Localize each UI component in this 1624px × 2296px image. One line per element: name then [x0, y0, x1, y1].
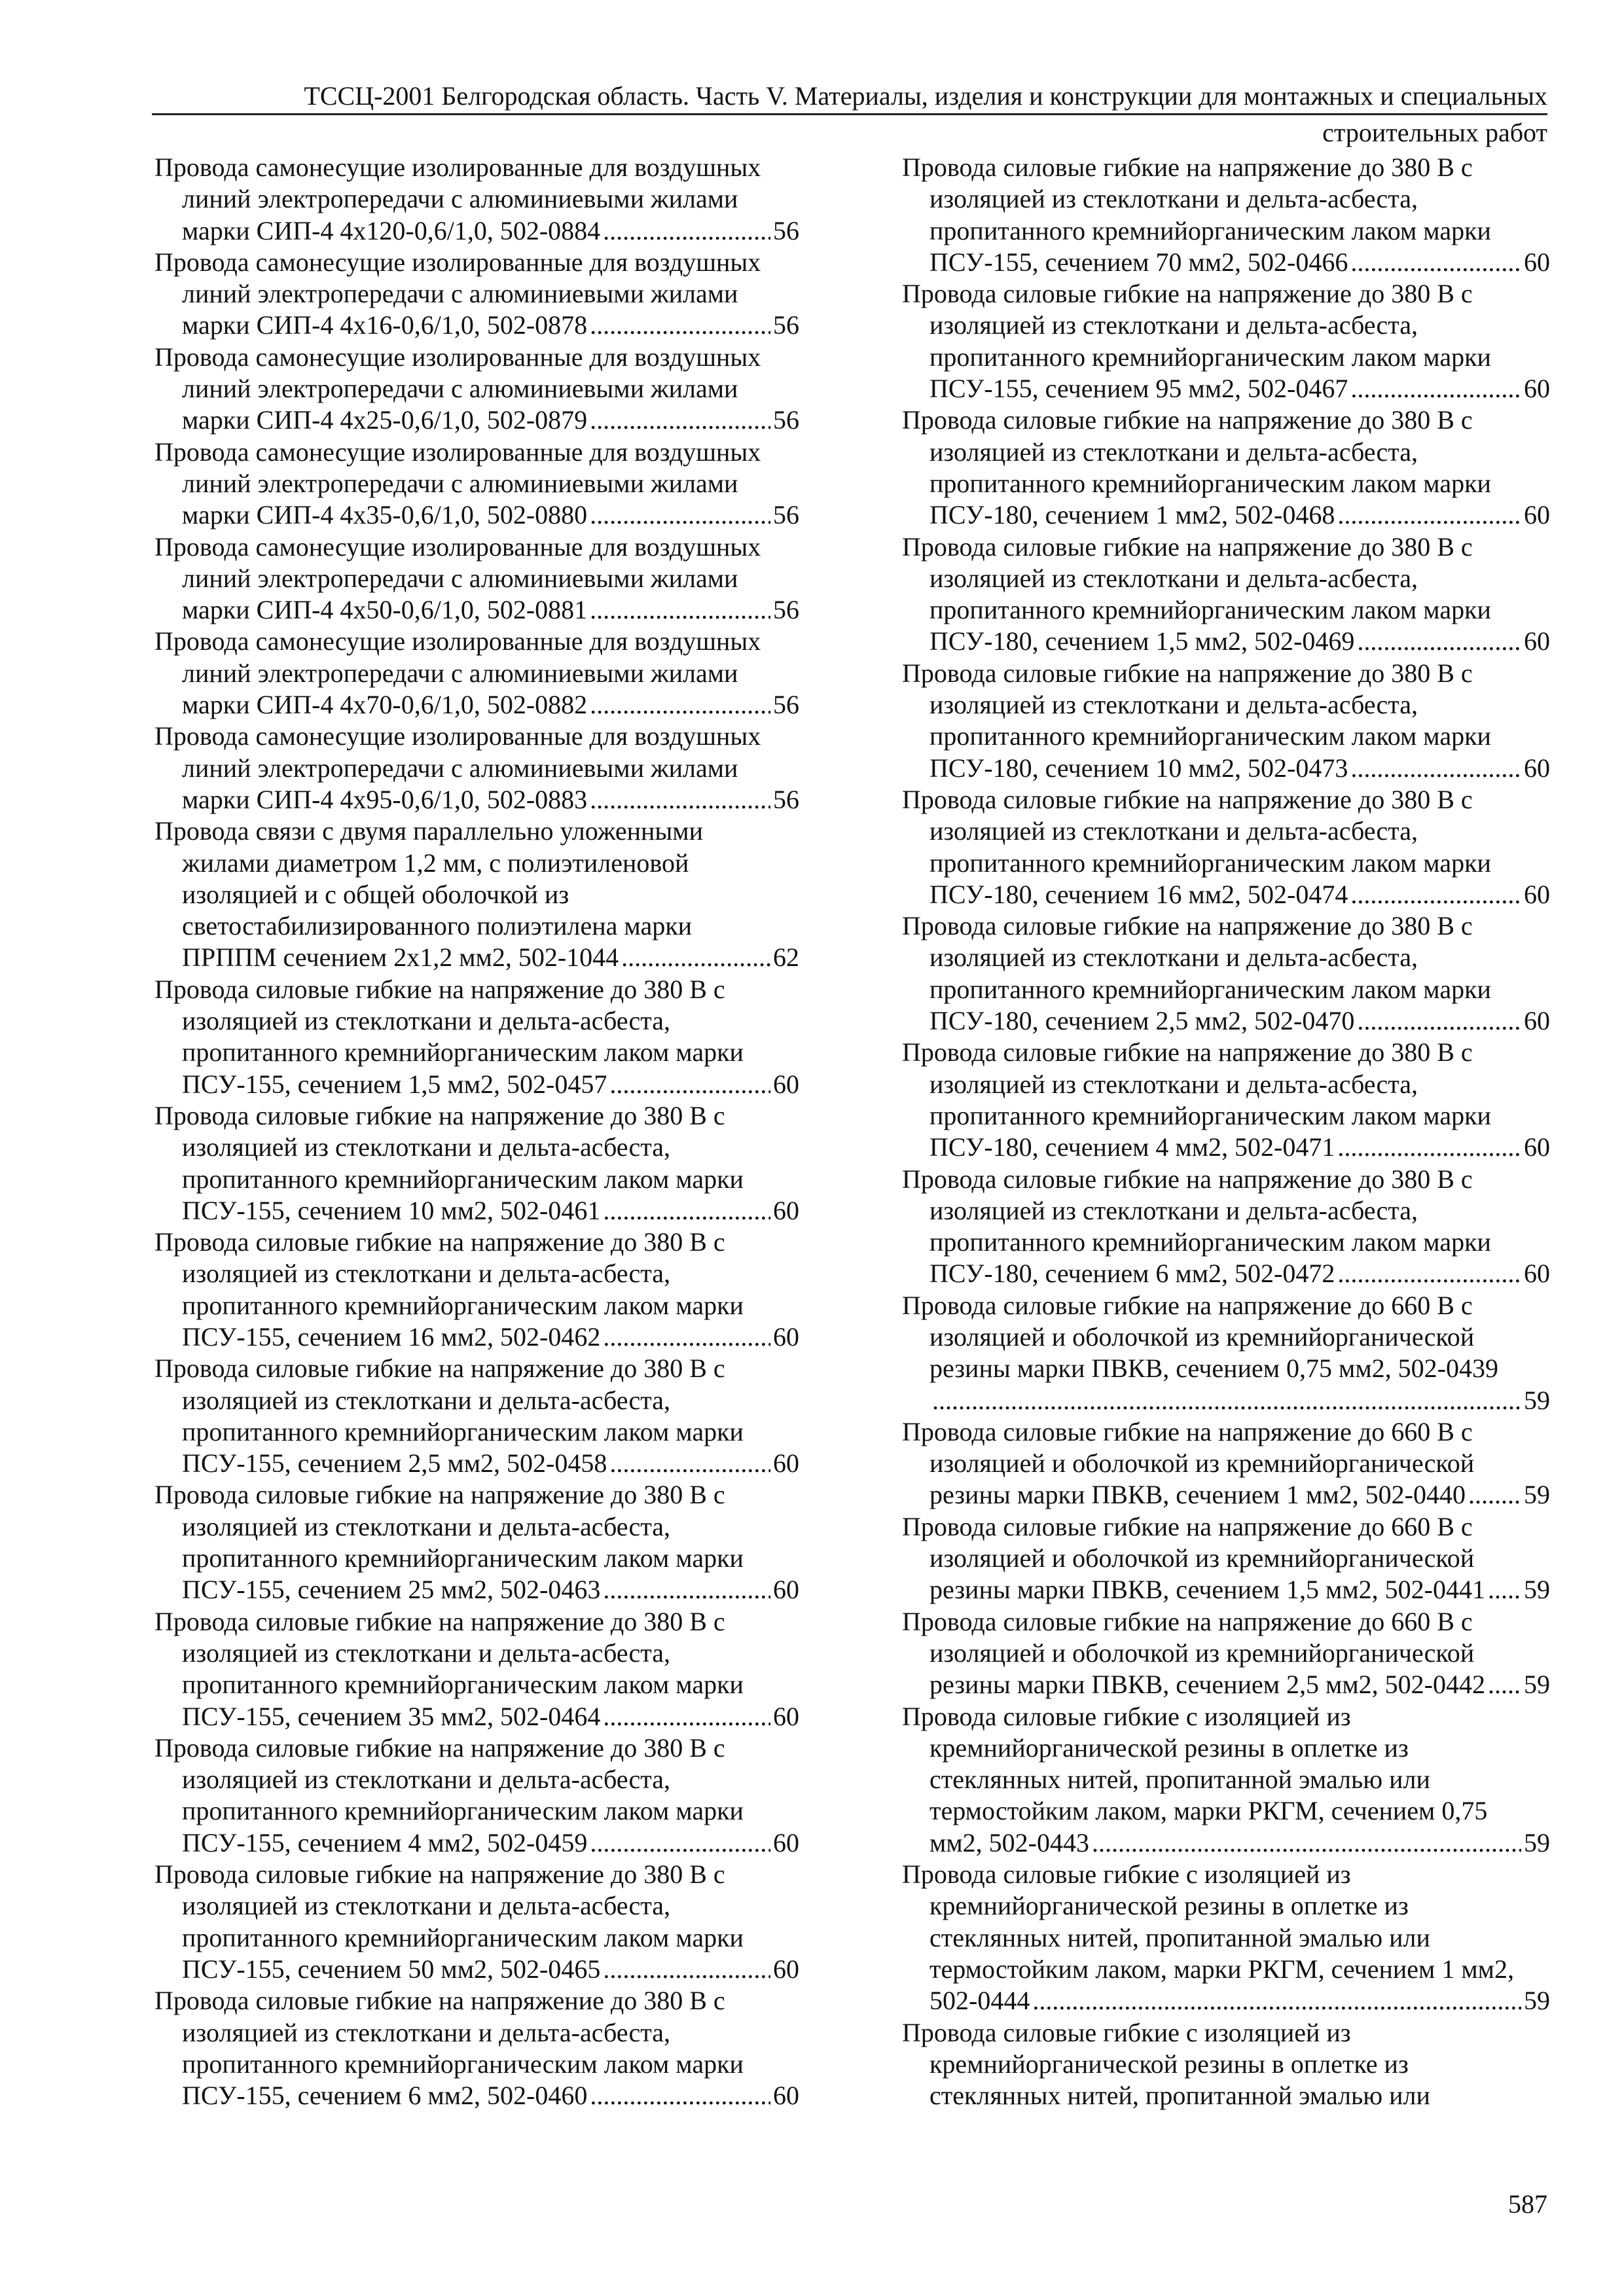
dot-leader — [603, 1954, 770, 1985]
entry-last-text: марки СИП-4 4х70-0,6/1,0, 502-0882 — [182, 690, 588, 720]
index-entry — [902, 1511, 1550, 1606]
entry-last-text: ПСУ-180, сечением 16 мм2, 502-0474 — [929, 879, 1348, 909]
entry-lead-line: Провода самонесущие изолированные для воздушных — [154, 342, 761, 372]
entry-continuation-line: изоляцией из стеклоткани и дельта-асбеста, — [929, 310, 1418, 340]
entry-last-line — [902, 1827, 1550, 1859]
entry-continuation-line: пропитанного кремнийорганическим лаком марки — [182, 1543, 744, 1573]
entry-continuation-line: изоляцией из стеклоткани и дельта-асбеста, — [929, 816, 1418, 846]
entry-last-text: резины марки ПВКВ, сечением 1 мм2, 502-0440 — [929, 1480, 1466, 1510]
dot-leader — [590, 2080, 770, 2111]
entry-continuation-line: изоляцией и оболочкой из кремнийорганической — [929, 1638, 1475, 1668]
entry-continuation-line: изоляцией из стеклоткани и дельта-асбеста, — [929, 942, 1418, 973]
entry-lead-line: Провода силовые гибкие на напряжение до 380 В с — [902, 405, 1473, 435]
entry-last-line — [154, 594, 799, 626]
entry-continuation-line: изоляцией и с общей оболочкой из — [182, 879, 569, 909]
entry-last-line — [154, 1827, 799, 1859]
entry-continuation-line: пропитанного кремнийорганическим лаком марки — [182, 1670, 744, 1700]
dot-leader — [590, 784, 770, 816]
entry-continuation-line: пропитанного кремнийорганическим лаком марки — [182, 2049, 744, 2079]
entry-page-ref: 56 — [773, 215, 799, 245]
entry-last-line — [902, 626, 1550, 657]
entry-page-ref: 60 — [1524, 1132, 1550, 1162]
entry-page-ref: 60 — [773, 2081, 799, 2111]
entry-continuation-line: изоляцией и оболочкой из кремнийорганической — [929, 1543, 1475, 1573]
entry-lead-line: Провода силовые гибкие на напряжение до 380 В с — [154, 1227, 725, 1257]
dot-leader — [1488, 1574, 1521, 1605]
entry-continuation-line: изоляцией из стеклоткани и дельта-асбеста, — [929, 184, 1418, 214]
dot-leader — [603, 1321, 770, 1353]
dot-leader — [609, 1448, 770, 1479]
index-entry — [902, 278, 1550, 404]
dot-leader — [590, 404, 770, 436]
index-column-left — [154, 152, 799, 2111]
entry-last-text: 502-0444 — [929, 1986, 1030, 2016]
entry-continuation-line: пропитанного кремнийорганическим лаком марки — [929, 1227, 1491, 1257]
entry-last-text: ПСУ-155, сечением 4 мм2, 502-0459 — [182, 1827, 588, 1857]
entry-page-ref: 60 — [773, 1448, 799, 1479]
entry-continuation-line: кремнийорганической резины в оплетке из — [929, 1891, 1409, 1921]
index-entry — [154, 1985, 799, 2111]
entry-page-ref: 60 — [773, 1321, 799, 1352]
index-entry — [154, 152, 799, 247]
entry-lead-line: Провода силовые гибкие с изоляцией из — [902, 1859, 1351, 1890]
running-header — [152, 79, 1547, 150]
entry-page-ref: 59 — [1524, 1827, 1550, 1857]
entry-last-line — [154, 1195, 799, 1227]
entry-lead-line: Провода силовые гибкие с изоляцией из — [902, 2017, 1351, 2047]
entry-last-text: марки СИП-4 4х120-0,6/1,0, 502-0884 — [182, 215, 601, 245]
entry-last-line — [154, 1701, 799, 1732]
index-entry — [902, 784, 1550, 910]
entry-continuation-line: пропитанного кремнийорганическим лаком марки — [182, 1922, 744, 1952]
entry-last-line — [154, 1069, 799, 1100]
entry-lead-line: Провода силовые гибкие на напряжение до 380 В с — [902, 1037, 1473, 1067]
entry-continuation-line: изоляцией из стеклоткани и дельта-асбеста, — [182, 1638, 670, 1668]
entry-page-ref: 60 — [1524, 753, 1550, 783]
entry-last-line — [902, 879, 1550, 910]
header-title: ТССЦ-2001 Белгородская область. Часть V. Материалы, изделия и конструкции для монтажных и специальных — [152, 79, 1547, 115]
index-entry — [154, 721, 799, 816]
entry-continuation-line: изоляцией из стеклоткани и дельта-асбеста, — [182, 1132, 670, 1162]
entry-last-text: ПСУ-155, сечением 70 мм2, 502-0466 — [929, 247, 1348, 277]
entry-continuation-line: линий электропередачи с алюминиевыми жилами — [182, 374, 738, 404]
index-entry — [902, 1164, 1550, 1290]
entry-lead-line: Провода силовые гибкие на напряжение до 380 В с — [902, 279, 1473, 309]
entry-continuation-line: изоляцией из стеклоткани и дельта-асбеста, — [182, 1385, 670, 1415]
entry-lead-line: Провода силовые гибкие на напряжение до 380 В с — [902, 1164, 1473, 1194]
entry-lead-line: Провода самонесущие изолированные для воздушных — [154, 152, 761, 182]
entry-last-line — [902, 1258, 1550, 1289]
entry-continuation-line: пропитанного кремнийорганическим лаком марки — [182, 1290, 744, 1320]
entry-last-line — [154, 784, 799, 816]
entry-last-text: ПСУ-180, сечением 6 мм2, 502-0472 — [929, 1259, 1335, 1289]
entry-continuation-line: изоляцией из стеклоткани и дельта-асбеста, — [182, 1006, 670, 1036]
entry-page-ref: 56 — [773, 690, 799, 720]
index-entry — [902, 1037, 1550, 1163]
page-number: 587 — [1508, 2189, 1547, 2219]
entry-lead-line: Провода силовые гибкие на напряжение до 380 В с — [154, 1480, 725, 1510]
entry-last-text: ПСУ-180, сечением 10 мм2, 502-0473 — [929, 753, 1348, 783]
dot-leader — [603, 1701, 770, 1732]
index-entry — [902, 1859, 1550, 2017]
dot-leader — [1337, 1258, 1521, 1289]
entry-last-text: резины марки ПВКВ, сечением 1,5 мм2, 502-0441 — [929, 1575, 1485, 1605]
entry-last-text: ПСУ-155, сечением 16 мм2, 502-0462 — [182, 1321, 601, 1352]
index-entry — [154, 974, 799, 1100]
entry-last-text: ПСУ-180, сечением 4 мм2, 502-0471 — [929, 1132, 1335, 1162]
entry-page-ref: 60 — [1524, 1006, 1550, 1036]
dot-leader — [1350, 373, 1521, 404]
entry-last-line — [902, 1005, 1550, 1037]
entry-continuation-line: изоляцией из стеклоткани и дельта-асбеста, — [929, 563, 1418, 593]
entry-last-line — [902, 1574, 1550, 1605]
index-column-right — [902, 152, 1550, 2111]
index-entry — [154, 816, 799, 973]
entry-page-ref: 56 — [773, 595, 799, 625]
entry-last-text: марки СИП-4 4х25-0,6/1,0, 502-0879 — [182, 405, 588, 435]
entry-lead-line: Провода силовые гибкие на напряжение до 380 В с — [154, 1100, 725, 1130]
entry-page-ref: 60 — [773, 1827, 799, 1857]
entry-continuation-line: изоляцией из стеклоткани и дельта-асбеста, — [182, 1765, 670, 1795]
entry-continuation-line: светостабилизированного полиэтилена марки — [182, 911, 693, 941]
entry-page-ref: 59 — [1524, 1575, 1550, 1605]
dot-leader — [1032, 1985, 1521, 2017]
entry-last-text: ПСУ-180, сечением 1 мм2, 502-0468 — [929, 500, 1335, 530]
entry-page-ref: 60 — [773, 1575, 799, 1605]
entry-last-text: ПСУ-180, сечением 2,5 мм2, 502-0470 — [929, 1006, 1355, 1036]
dot-leader — [603, 215, 770, 247]
entry-lead-line: Провода силовые гибкие на напряжение до 380 В с — [154, 1606, 725, 1636]
entry-last-line — [902, 1132, 1550, 1163]
entry-continuation-line: пропитанного кремнийорганическим лаком марки — [182, 1416, 744, 1446]
index-entry — [154, 626, 799, 721]
entry-lead-line: Провода силовые гибкие на напряжение до 660 В с — [902, 1511, 1473, 1541]
entry-lead-line: Провода силовые гибкие на напряжение до 380 В с — [902, 784, 1473, 814]
entry-lead-line: Провода силовые гибкие на напряжение до 380 В с — [154, 1732, 725, 1763]
entry-page-ref: 60 — [1524, 1259, 1550, 1289]
entry-continuation-line: термостойким лаком, марки РКГМ, сечением 1 мм2, — [929, 1954, 1514, 1984]
entry-lead-line: Провода силовые гибкие на напряжение до 380 В с — [154, 1859, 725, 1890]
entry-continuation-line: стеклянных нитей, пропитанной эмалью или — [929, 1922, 1430, 1952]
entry-page-ref: 60 — [1524, 247, 1550, 277]
entry-last-line — [902, 1385, 1550, 1416]
entry-last-text: ПСУ-155, сечением 25 мм2, 502-0463 — [182, 1575, 601, 1605]
entry-last-line — [154, 1448, 799, 1479]
entry-last-text: ПСУ-155, сечением 95 мм2, 502-0467 — [929, 374, 1348, 404]
entry-lead-line: Провода самонесущие изолированные для воздушных — [154, 247, 761, 277]
entry-continuation-line: линий электропередачи с алюминиевыми жилами — [182, 184, 738, 214]
dot-leader — [590, 1827, 770, 1859]
entry-page-ref: 59 — [1524, 1385, 1550, 1415]
entry-last-line — [154, 1954, 799, 1985]
index-entry — [902, 404, 1550, 531]
entry-lead-line: Провода силовые гибкие на напряжение до 660 В с — [902, 1416, 1473, 1446]
dot-leader — [932, 1385, 1521, 1416]
dot-leader — [590, 594, 770, 626]
entry-lead-line: Провода силовые гибкие на напряжение до 660 В с — [902, 1606, 1473, 1636]
entry-continuation-line: изоляцией из стеклоткани и дельта-асбеста, — [182, 1259, 670, 1289]
entry-continuation-line: пропитанного кремнийорганическим лаком марки — [929, 721, 1491, 751]
dot-leader — [1350, 247, 1521, 278]
entry-last-text: ПСУ-180, сечением 1,5 мм2, 502-0469 — [929, 626, 1355, 656]
entry-continuation-line: линий электропередачи с алюминиевыми жилами — [182, 468, 738, 498]
entry-last-line — [154, 404, 799, 436]
entry-continuation-line: изоляцией и оболочкой из кремнийорганической — [929, 1321, 1475, 1352]
dot-leader — [1488, 1669, 1521, 1700]
entry-continuation-line: пропитанного кремнийорганическим лаком марки — [929, 468, 1491, 498]
index-entry — [902, 658, 1550, 784]
entry-page-ref: 56 — [773, 405, 799, 435]
entry-continuation-line: линий электропередачи с алюминиевыми жилами — [182, 753, 738, 783]
entry-page-ref: 60 — [773, 1701, 799, 1731]
header-title-continuation: строительных работ — [1322, 118, 1547, 147]
entry-last-text: марки СИП-4 4х16-0,6/1,0, 502-0878 — [182, 310, 588, 340]
entry-continuation-line: линий электропередачи с алюминиевыми жилами — [182, 658, 738, 688]
index-entry — [154, 1353, 799, 1479]
entry-last-line — [902, 1985, 1550, 2017]
index-entry — [902, 1606, 1550, 1701]
index-entry — [902, 2017, 1550, 2112]
entry-lead-line: Провода самонесущие изолированные для воздушных — [154, 531, 761, 562]
dot-leader — [621, 942, 770, 973]
entry-continuation-line: изоляцией из стеклоткани и дельта-асбеста, — [182, 2017, 670, 2047]
entry-lead-line: Провода силовые гибкие на напряжение до 380 В с — [154, 1986, 725, 2016]
index-entry — [902, 531, 1550, 658]
entry-continuation-line: линий электропередачи с алюминиевыми жилами — [182, 563, 738, 593]
entry-page-ref: 60 — [1524, 626, 1550, 656]
entry-last-text: ПСУ-155, сечением 6 мм2, 502-0460 — [182, 2081, 588, 2111]
index-entry — [154, 342, 799, 437]
dot-leader — [603, 1195, 770, 1227]
dot-leader — [1337, 499, 1521, 531]
entry-lead-line: Провода силовые гибкие на напряжение до 380 В с — [154, 1354, 725, 1384]
entry-continuation-line: пропитанного кремнийорганическим лаком марки — [182, 1796, 744, 1826]
entry-continuation-line: линий электропередачи с алюминиевыми жилами — [182, 279, 738, 309]
entry-continuation-line: изоляцией из стеклоткани и дельта-асбеста, — [929, 437, 1418, 467]
dot-leader — [609, 1069, 770, 1100]
dot-leader — [1337, 1132, 1521, 1163]
entry-continuation-line: изоляцией и оболочкой из кремнийорганической — [929, 1448, 1475, 1479]
entry-page-ref: 59 — [1524, 1670, 1550, 1700]
entry-last-line — [154, 1574, 799, 1605]
index-entry — [154, 531, 799, 626]
dot-leader — [590, 310, 770, 341]
entry-continuation-line: кремнийорганической резины в оплетке из — [929, 2049, 1409, 2079]
entry-last-line — [154, 499, 799, 531]
entry-continuation-line: резины марки ПВКВ, сечением 0,75 мм2, 502-0439 — [929, 1354, 1498, 1384]
entry-page-ref: 60 — [1524, 374, 1550, 404]
entry-page-ref: 59 — [1524, 1986, 1550, 2016]
entry-lead-line: Провода связи с двумя параллельно уложенными — [154, 816, 704, 846]
entry-last-line — [902, 247, 1550, 278]
index-entry — [154, 1606, 799, 1732]
dot-leader — [1468, 1479, 1521, 1511]
dot-leader — [1350, 879, 1521, 910]
entry-lead-line: Провода самонесущие изолированные для воздушных — [154, 437, 761, 467]
entry-page-ref: 60 — [1524, 500, 1550, 530]
entry-continuation-line: изоляцией из стеклоткани и дельта-асбеста, — [929, 1195, 1418, 1225]
entry-page-ref: 60 — [773, 1954, 799, 1984]
entry-lead-line: Провода самонесущие изолированные для воздушных — [154, 626, 761, 656]
entry-last-line — [902, 373, 1550, 404]
dot-leader — [1350, 753, 1521, 784]
entry-last-line — [154, 942, 799, 973]
entry-page-ref: 56 — [773, 310, 799, 340]
entry-lead-line: Провода самонесущие изолированные для воздушных — [154, 721, 761, 751]
dot-leader — [590, 689, 770, 721]
entry-lead-line: Провода силовые гибкие на напряжение до 380 В с — [902, 658, 1473, 688]
entry-continuation-line: изоляцией из стеклоткани и дельта-асбеста, — [182, 1891, 670, 1921]
entry-page-ref: 60 — [773, 1195, 799, 1225]
entry-continuation-line: жилами диаметром 1,2 мм, с полиэтиленовой — [182, 848, 689, 878]
index-entry — [902, 152, 1550, 278]
entry-lead-line: Провода силовые гибкие на напряжение до 660 В с — [902, 1290, 1473, 1320]
index-entry — [902, 1701, 1550, 1859]
index-entry — [154, 1479, 799, 1605]
entry-continuation-line: пропитанного кремнийорганическим лаком марки — [929, 215, 1491, 245]
entry-page-ref: 60 — [773, 1069, 799, 1099]
entry-continuation-line: термостойким лаком, марки РКГМ, сечением 0,75 — [929, 1796, 1488, 1826]
entry-continuation-line: пропитанного кремнийорганическим лаком марки — [929, 595, 1491, 625]
entry-continuation-line: пропитанного кремнийорганическим лаком марки — [929, 342, 1491, 372]
entry-last-line — [154, 215, 799, 247]
index-entry — [154, 1859, 799, 1985]
entry-last-line — [902, 753, 1550, 784]
entry-continuation-line: кремнийорганической резины в оплетке из — [929, 1732, 1409, 1763]
entry-continuation-line: пропитанного кремнийорганическим лаком марки — [929, 974, 1491, 1004]
entry-continuation-line: стеклянных нитей, пропитанной эмалью или — [929, 1765, 1430, 1795]
entry-page-ref: 59 — [1524, 1480, 1550, 1510]
entry-last-line — [154, 689, 799, 721]
entry-continuation-line: стеклянных нитей, пропитанной эмалью или — [929, 2081, 1430, 2111]
entry-page-ref: 62 — [773, 942, 799, 973]
entry-page-ref: 60 — [1524, 879, 1550, 909]
entry-lead-line: Провода силовые гибкие на напряжение до 380 В с — [902, 531, 1473, 562]
index-entry — [154, 437, 799, 531]
index-entry — [154, 1227, 799, 1353]
entry-last-text: ПСУ-155, сечением 1,5 мм2, 502-0457 — [182, 1069, 607, 1099]
entry-lead-line: Провода силовые гибкие с изоляцией из — [902, 1701, 1351, 1731]
dot-leader — [590, 499, 770, 531]
entry-continuation-line: изоляцией из стеклоткани и дельта-асбеста, — [929, 690, 1418, 720]
entry-last-line — [902, 499, 1550, 531]
entry-continuation-line: пропитанного кремнийорганическим лаком марки — [929, 1100, 1491, 1130]
entry-last-text: ПСУ-155, сечением 35 мм2, 502-0464 — [182, 1701, 601, 1731]
entry-last-line — [902, 1669, 1550, 1700]
entry-page-ref: 56 — [773, 500, 799, 530]
entry-last-text: ПСУ-155, сечением 2,5 мм2, 502-0458 — [182, 1448, 607, 1479]
dot-leader — [1357, 1005, 1521, 1037]
entry-last-text: марки СИП-4 4х35-0,6/1,0, 502-0880 — [182, 500, 588, 530]
entry-last-line — [902, 1479, 1550, 1511]
entry-lead-line: Провода силовые гибкие на напряжение до 380 В с — [154, 974, 725, 1004]
index-entry — [154, 1732, 799, 1859]
entry-continuation-line: пропитанного кремнийорганическим лаком марки — [182, 1037, 744, 1067]
entry-last-line — [154, 310, 799, 341]
entry-continuation-line: изоляцией из стеклоткани и дельта-асбеста, — [182, 1511, 670, 1541]
index-entry — [154, 247, 799, 342]
entry-last-line — [154, 1321, 799, 1353]
dot-leader — [1092, 1827, 1521, 1859]
entry-last-text: ПСУ-155, сечением 10 мм2, 502-0461 — [182, 1195, 601, 1225]
entry-last-text: резины марки ПВКВ, сечением 2,5 мм2, 502-0442 — [929, 1670, 1485, 1700]
entry-last-text: марки СИП-4 4х95-0,6/1,0, 502-0883 — [182, 784, 588, 814]
entry-continuation-line: пропитанного кремнийорганическим лаком марки — [929, 848, 1491, 878]
entry-last-line — [154, 2080, 799, 2111]
index-entry — [902, 1416, 1550, 1511]
index-entry — [902, 1290, 1550, 1416]
entry-last-text: ПСУ-155, сечением 50 мм2, 502-0465 — [182, 1954, 601, 1984]
index-entry — [902, 910, 1550, 1037]
entry-continuation-line: изоляцией из стеклоткани и дельта-асбеста, — [929, 1069, 1418, 1099]
entry-last-text: мм2, 502-0443 — [929, 1827, 1089, 1857]
entry-page-ref: 56 — [773, 784, 799, 814]
dot-leader — [1357, 626, 1521, 657]
entry-lead-line: Провода силовые гибкие на напряжение до 380 В с — [902, 911, 1473, 941]
entry-lead-line: Провода силовые гибкие на напряжение до 380 В с — [902, 152, 1473, 182]
entry-continuation-line: пропитанного кремнийорганическим лаком марки — [182, 1164, 744, 1194]
entry-last-text: ПРППМ сечением 2х1,2 мм2, 502-1044 — [182, 942, 619, 973]
entry-last-text: марки СИП-4 4х50-0,6/1,0, 502-0881 — [182, 595, 588, 625]
index-entry — [154, 1100, 799, 1227]
dot-leader — [603, 1574, 770, 1605]
